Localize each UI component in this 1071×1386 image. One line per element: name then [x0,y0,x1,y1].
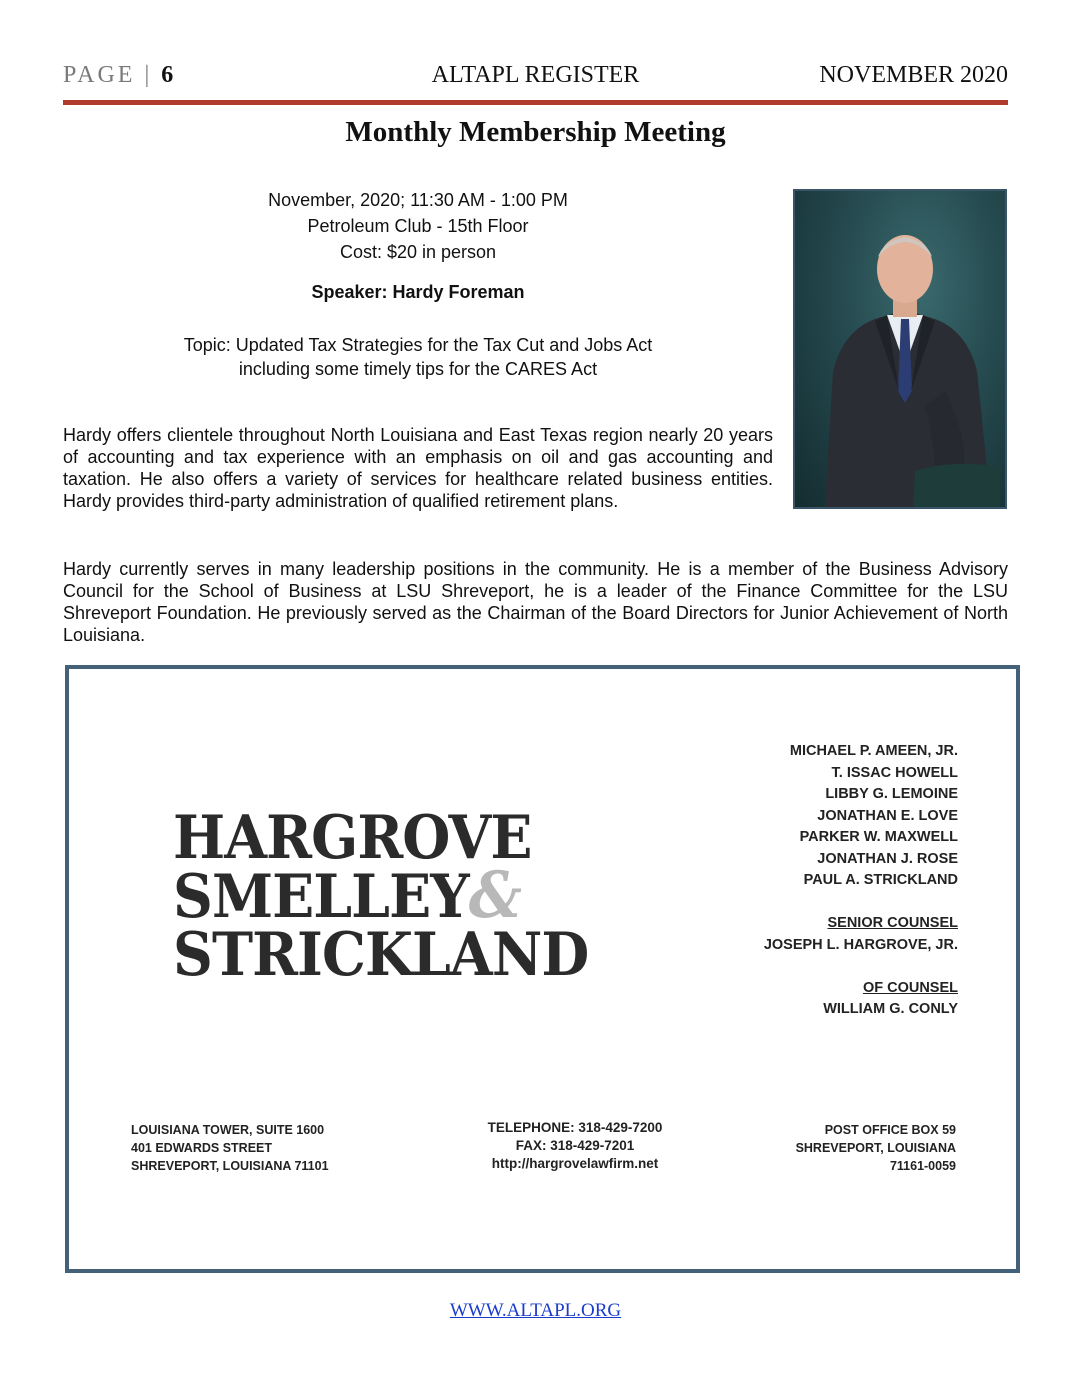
partner-name: MICHAEL P. AMEEN, JR. [789,743,958,759]
speaker-photo [793,189,1007,509]
senior-counsel-name: JOSEPH L. HARGROVE, JR. [763,936,958,953]
bio-paragraph-2: Hardy currently serves in many leadership positions in the community. He is a member of the Business Advisory Council for the School of Business at LSU Shreveport, he is a leader of the Finance Committee for the LSU Shreveport Foundation. He previously served as the Chairman of the Board Directors for Junior Achievement of North Louisiana. [63,559,1008,645]
address-line: 71161-0059 [889,1159,956,1173]
event-topic [63,333,773,381]
event-date-time: November, 2020; 11:30 AM - 1:00 PM [268,190,568,210]
telephone: TELEPHONE: 318-429-7200 [487,1120,663,1135]
topic-line-2: including some timely tips for the CARES Act [238,359,598,379]
partner-name: JONATHAN J. ROSE [817,850,958,867]
address-line: LOUISIANA TOWER, SUITE 1600 [131,1123,325,1137]
event-cost: Cost: $20 in person [339,242,497,262]
partner-name: T. ISSAC HOWELL [831,764,958,781]
partner-name: LIBBY G. LEMOINE [825,786,958,802]
bio-paragraph-1: Hardy offers clientele throughout North Louisiana and East Texas region nearly 20 years of accounting and tax experience with an emphasis on oil and gas accounting and taxation. He also offers a variety of services for healthcare related business entities. Hardy provides third-party administration of qualified retirement plans. [63,425,773,511]
speaker-portrait-illustration [795,191,1005,507]
of-counsel-heading: OF COUNSEL [862,979,958,996]
partner-name: JONATHAN E. LOVE [817,807,958,824]
logo-line-hargrove: HARGROVE [173,803,532,873]
logo-ampersand: & [468,858,521,933]
page-number: 6 [161,62,174,88]
address-line: 401 EDWARDS STREET [131,1141,273,1155]
fax: FAX: 318-429-7201 [515,1138,635,1153]
issue-date: NOVEMBER 2020 [819,62,1008,88]
logo-line-strickland: STRICKLAND [173,920,589,990]
publication-title: ALTAPL REGISTER [431,62,640,88]
law-firm-advertisement [65,665,1020,1273]
attorney-list [764,741,958,1021]
event-speaker: Speaker: Hardy Foreman [311,282,525,302]
page-title: Monthly Membership Meeting [345,116,726,148]
logo-word-smelley: SMELLEY [173,862,469,932]
topic-line-1: Topic: Updated Tax Strategies for the Tax Cut and Jobs Act [183,335,653,355]
header-rule [63,100,1008,105]
street-address [131,1121,329,1175]
of-counsel-name: WILLIAM G. CONLY [823,1001,958,1017]
partner-name: PAUL A. STRICKLAND [803,872,958,888]
footer-website-link[interactable]: WWW.ALTAPL.ORG [449,1300,622,1321]
contact-info [475,1119,675,1173]
senior-counsel-heading: SENIOR COUNSEL [827,915,958,931]
logo-line-smelley [173,858,588,933]
mailing-address [796,1121,956,1175]
address-line: SHREVEPORT, LOUISIANA [795,1141,956,1155]
page-label: PAGE | [63,62,153,88]
event-location: Petroleum Club - 15th Floor [307,216,529,236]
firm-logo [173,803,624,990]
partner-name: PARKER W. MAXWELL [799,829,958,845]
firm-website-link[interactable]: http://hargrovelawfirm.net [491,1156,659,1171]
address-line: SHREVEPORT, LOUISIANA 71101 [131,1159,329,1173]
address-line: POST OFFICE BOX 59 [824,1123,956,1137]
event-details [63,187,773,265]
